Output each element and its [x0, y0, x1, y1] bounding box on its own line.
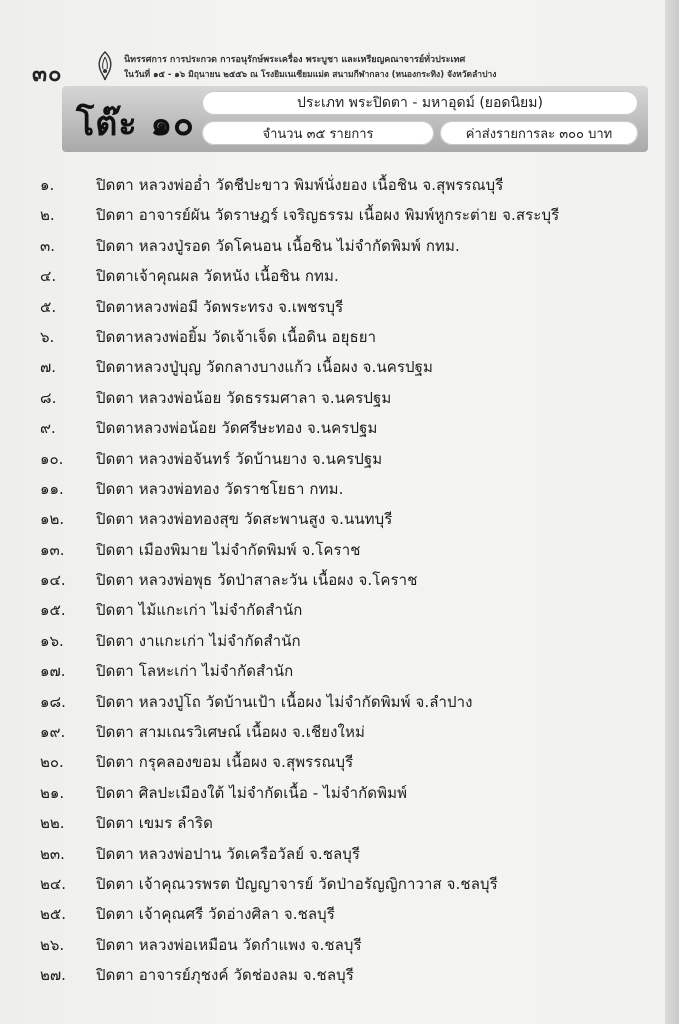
- item-number: ๓.: [40, 236, 56, 255]
- item-description: ปิดตา เจ้าคุณวรพรต ปัญญาจารย์ วัดป่าอรัญญิกาวาส จ.ชลบุรี: [96, 874, 498, 893]
- item-description: ปิดตา ไม้แกะเก่า ไม่จำกัดสำนัก: [96, 601, 303, 620]
- item-number: ๑๖.: [40, 631, 64, 650]
- item-description: ปิดตาเจ้าคุณผล วัดหนัง เนื้อชิน กทม.: [96, 267, 339, 286]
- item-description: ปิดตาหลวงพ่อยิ้ม วัดเจ้าเจ็ด เนื้อดิน อยุธยา: [96, 327, 377, 346]
- amulet-list: [40, 170, 640, 991]
- item-number: ๒๗.: [40, 966, 66, 985]
- list-item: [40, 747, 640, 777]
- item-description: ปิดตา หลวงพ่ออ่ำ วัดชีปะขาว พิมพ์นั่งยอง เนื้อชิน จ.สุพรรณบุรี: [96, 176, 504, 194]
- list-item: [40, 504, 640, 534]
- list-item: [40, 322, 640, 352]
- item-description: ปิดตาหลวงปู่บุญ วัดกลางบางแก้ว เนื้อผง จ.นครปฐม: [96, 358, 433, 377]
- list-item: [40, 930, 640, 960]
- item-number: ๑๘.: [40, 692, 66, 711]
- item-number: ๔.: [40, 267, 57, 286]
- item-description: ปิดตา หลวงปู่รอด วัดโคนอน เนื้อชิน ไม่จำกัดพิมพ์ กทม.: [96, 236, 460, 255]
- item-number: ๒๐.: [40, 753, 64, 772]
- item-number: ๑๗.: [40, 662, 66, 681]
- item-description: ปิดตา หลวงพ่อเหมือน วัดกำแพง จ.ชลบุรี: [96, 935, 362, 954]
- item-description: ปิดตา หลวงพ่อจันทร์ วัดบ้านยาง จ.นครปฐม: [96, 449, 383, 468]
- list-item: [40, 413, 640, 443]
- list-item: [40, 200, 640, 230]
- item-number: ๑๕.: [40, 601, 66, 620]
- list-item: [40, 292, 640, 322]
- item-description: ปิดตา สามเณรวิเศษณ์ เนื้อผง จ.เชียงใหม่: [96, 723, 365, 742]
- item-description: ปิดตา เขมร ลำริด: [96, 814, 214, 833]
- list-item: [40, 595, 640, 625]
- item-number: ๑๓.: [40, 540, 65, 559]
- item-description: ปิดตา หลวงพ่อพุธ วัดป่าสาละวัน เนื้อผง จ.โคราช: [96, 571, 418, 590]
- list-item: [40, 869, 640, 899]
- item-description: ปิดตา หลวงพ่อทอง วัดราชโยธา กทม.: [96, 479, 344, 498]
- list-item: [40, 170, 640, 200]
- item-description: ปิดตา โลหะเก่า ไม่จำกัดสำนัก: [96, 662, 294, 681]
- list-item: [40, 778, 640, 808]
- list-item: [40, 717, 640, 747]
- list-item: [40, 231, 640, 261]
- page-header: [28, 48, 648, 88]
- page-edge: [665, 0, 679, 1024]
- item-description: ปิดตา หลวงพ่อน้อย วัดธรรมศาลา จ.นครปฐม: [96, 388, 392, 407]
- entry-fee-pill: ค่าส่งรายการละ ๓๐๐ บาท: [440, 121, 638, 145]
- list-item: [40, 626, 640, 656]
- item-number: ๒๓.: [40, 844, 65, 863]
- list-item: [40, 565, 640, 595]
- item-number: ๑๒.: [40, 510, 65, 529]
- item-description: ปิดตา เจ้าคุณศรี วัดอ่างศิลา จ.ชลบุรี: [96, 905, 335, 924]
- item-number: ๘.: [40, 388, 57, 407]
- item-count-pill: จำนวน ๓๕ รายการ: [202, 121, 434, 145]
- list-item: [40, 352, 640, 382]
- item-description: ปิดตาหลวงพ่อมี วัดพระทรง จ.เพชรบุรี: [96, 297, 344, 316]
- item-description: ปิดตา หลวงปู่โถ วัดบ้านเป้า เนื้อผง ไม่จำกัดพิมพ์ จ.ลำปาง: [96, 692, 473, 711]
- item-number: ๑๑.: [40, 479, 64, 498]
- item-description: ปิดตา ศิลปะเมืองใต้ ไม่จำกัดเนื้อ - ไม่จำกัดพิมพ์: [96, 783, 408, 802]
- item-number: ๒.: [40, 206, 55, 225]
- category-pill: ประเภท พระปิดตา - มหาอุดม์ (ยอดนิยม): [202, 91, 638, 115]
- item-number: ๑๐.: [40, 449, 64, 468]
- list-item: [40, 535, 640, 565]
- item-number: ๕.: [40, 297, 57, 316]
- item-number: ๙.: [40, 419, 56, 438]
- page-number: ๓๐: [32, 61, 63, 87]
- exhibition-title: นิทรรศการ การประกวด การอนุรักษ์พระเครื่อง พระบูชา และเหรียญคณาจารย์ทั่วประเทศ: [124, 55, 466, 65]
- item-number: ๑๔.: [40, 571, 66, 590]
- list-item: [40, 383, 640, 413]
- item-description: ปิดตา หลวงพ่อปาน วัดเครือวัลย์ จ.ชลบุรี: [96, 844, 361, 863]
- item-description: ปิดตา งาแกะเก่า ไม่จำกัดสำนัก: [96, 631, 301, 650]
- list-item: [40, 808, 640, 838]
- item-description: ปิดตา อาจารย์ภุชงค์ วัดช่องลม จ.ชลบุรี: [96, 966, 354, 985]
- emblem-icon: [92, 51, 118, 81]
- item-number: ๖.: [40, 327, 55, 346]
- list-item: [40, 960, 640, 990]
- item-number: ๑.: [40, 176, 55, 194]
- item-number: ๑๙.: [40, 723, 66, 742]
- item-number: ๒๒.: [40, 814, 65, 833]
- item-description: ปิดตาหลวงพ่อน้อย วัดศรีษะทอง จ.นครปฐม: [96, 419, 378, 438]
- list-item: [40, 656, 640, 686]
- item-description: ปิดตา อาจารย์ผัน วัดราษฎร์ เจริญธรรม เนื้อผง พิมพ์หูกระต่าย จ.สระบุรี: [96, 206, 560, 225]
- item-number: ๗.: [40, 358, 57, 377]
- item-number: ๒๑.: [40, 783, 65, 802]
- item-number: ๒๕.: [40, 905, 67, 924]
- list-item: [40, 261, 640, 291]
- list-item: [40, 444, 640, 474]
- exhibition-date-venue: ในวันที่ ๑๕ - ๑๖ มิถุนายน ๒๕๕๖ ณ โรงยิมเนเซียมแม่ต สนามกีฬากลาง (หนองกระทิง) จังหวัดลำปาง: [124, 70, 497, 80]
- item-description: ปิดตา หลวงพ่อทองสุข วัดสะพานสูง จ.นนทบุรี: [96, 510, 393, 529]
- list-item: [40, 474, 640, 504]
- item-number: ๒๔.: [40, 874, 67, 893]
- list-item: [40, 687, 640, 717]
- item-number: ๒๖.: [40, 935, 65, 954]
- list-item: [40, 839, 640, 869]
- item-description: ปิดตา กรุคลองขอม เนื้อผง จ.สุพรรณบุรี: [96, 753, 354, 772]
- list-item: [40, 899, 640, 929]
- table-banner: [62, 86, 648, 152]
- item-description: ปิดตา เมืองพิมาย ไม่จำกัดพิมพ์ จ.โคราช: [96, 540, 361, 559]
- table-label: โต๊ะ ๑๐: [76, 104, 195, 144]
